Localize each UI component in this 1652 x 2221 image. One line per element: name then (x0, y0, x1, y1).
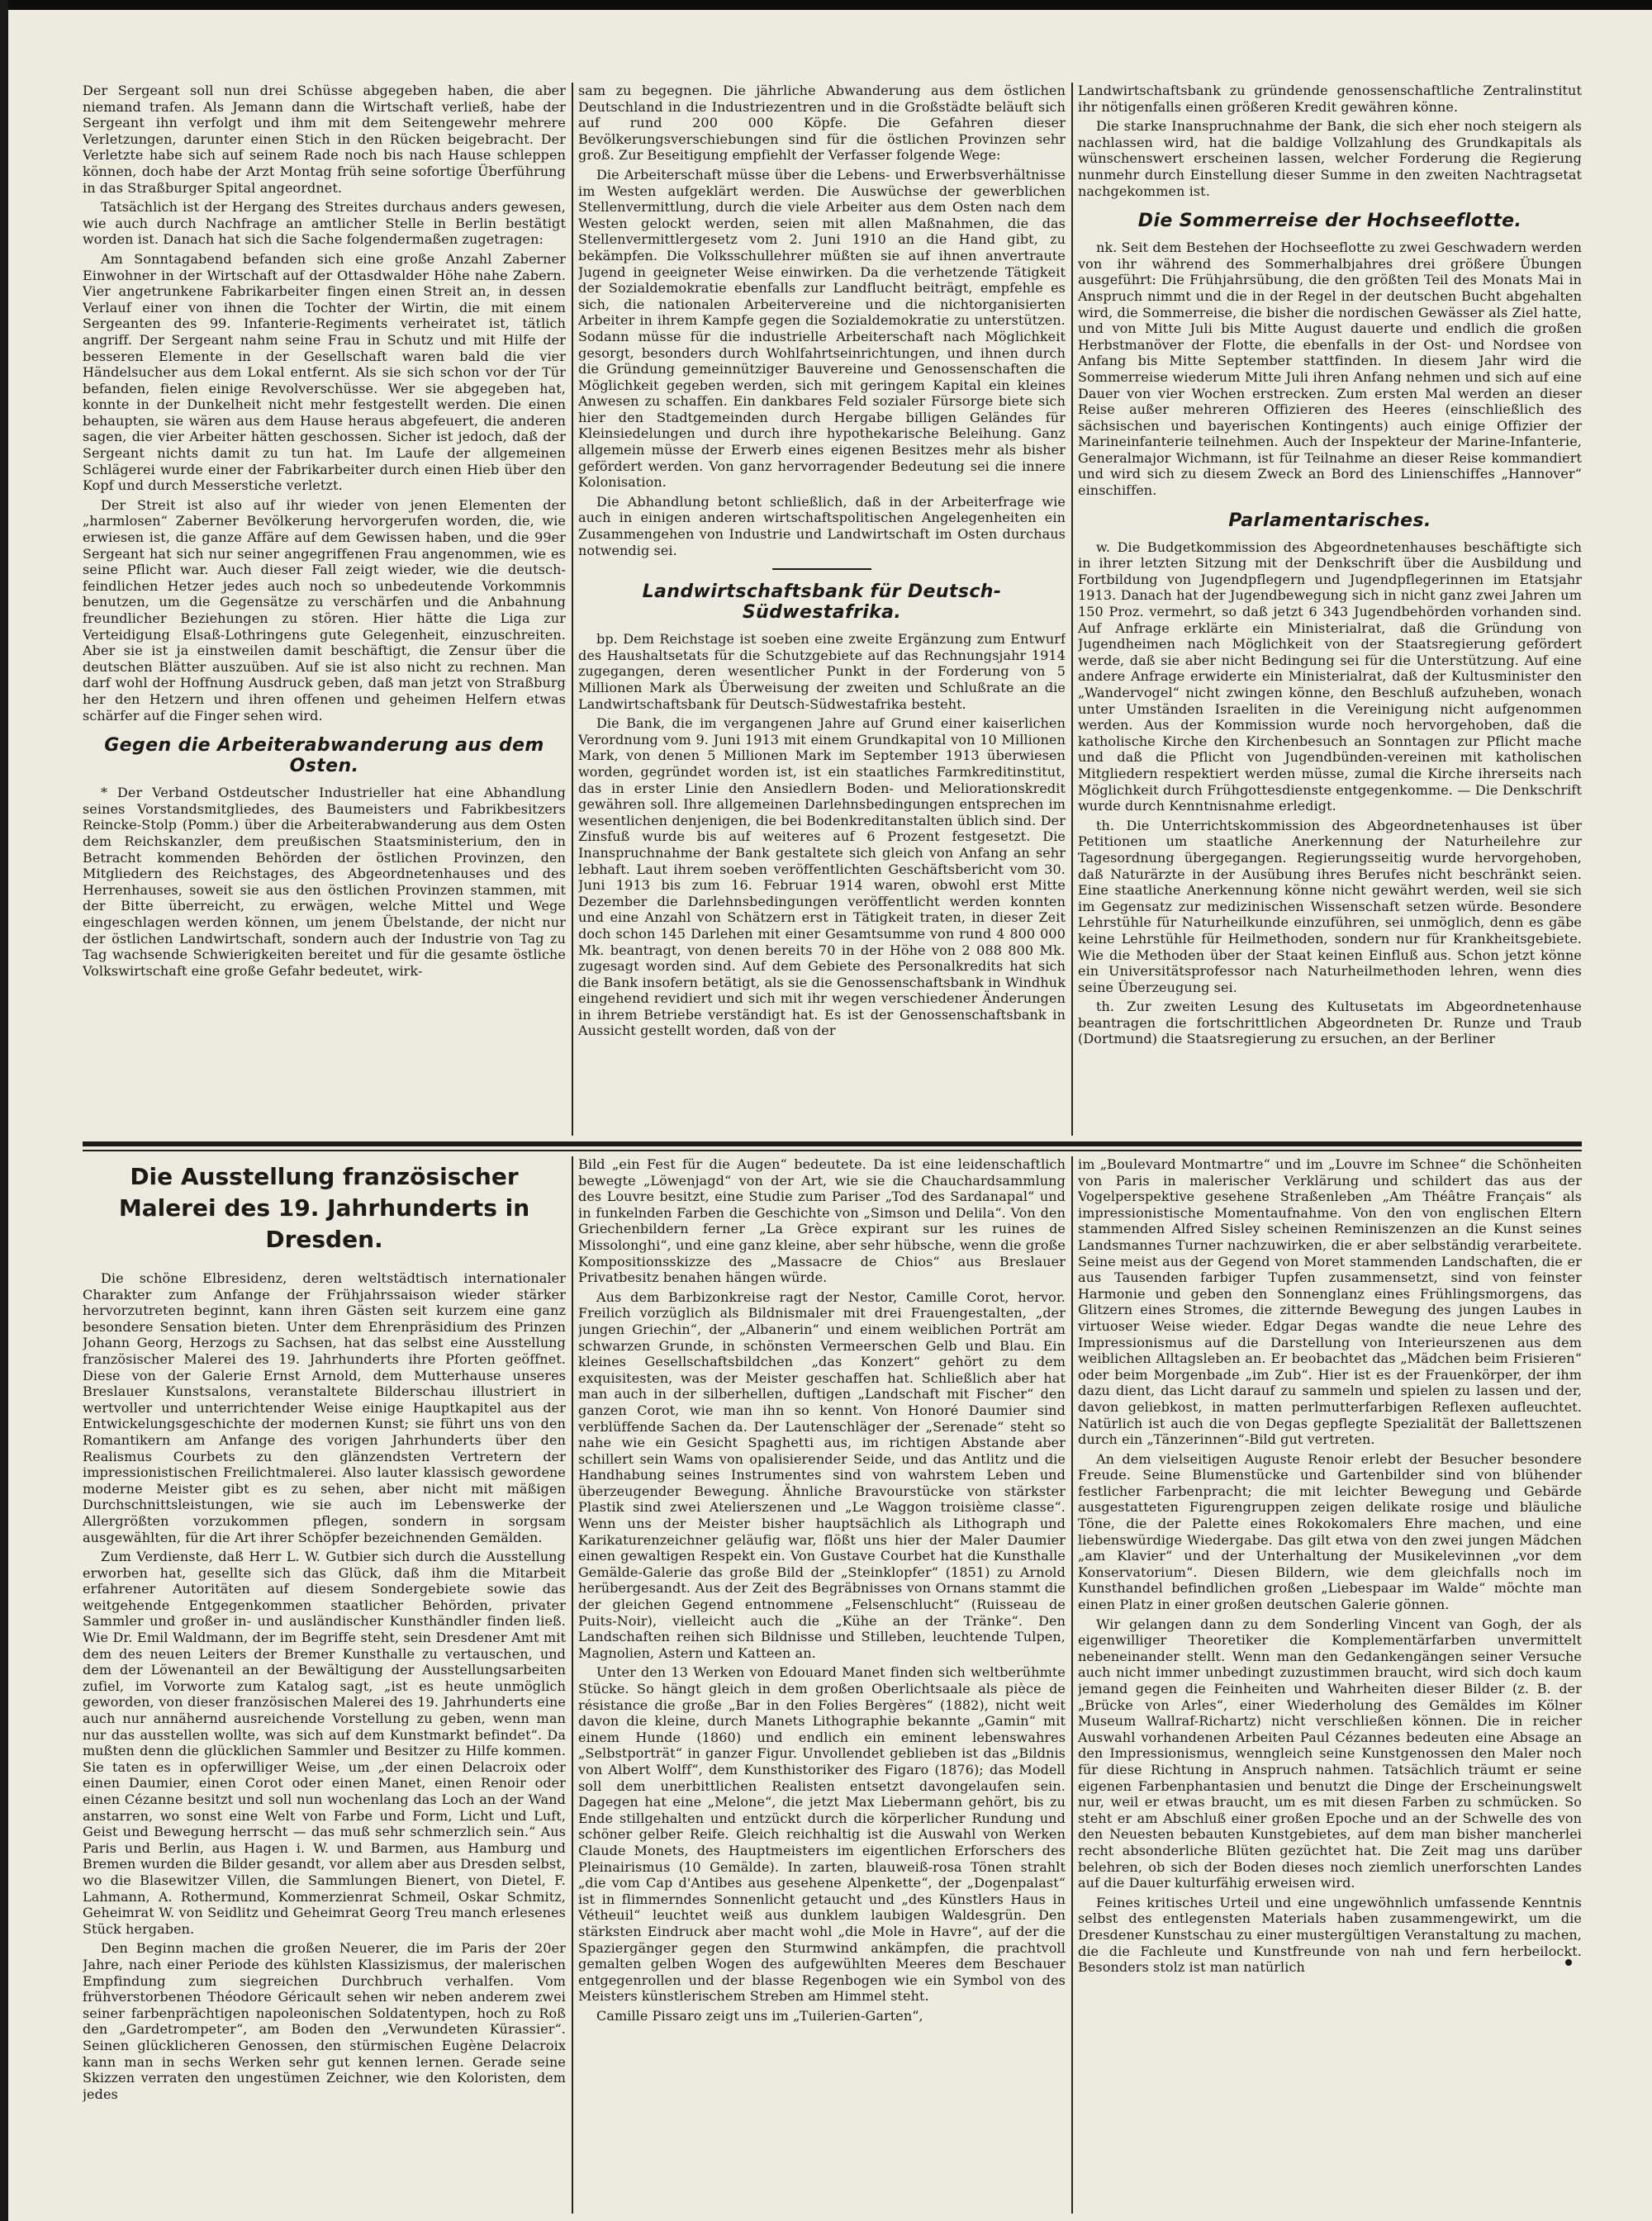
article-paragraph: sam zu begegnen. Die jährliche Abwanderung aus dem östlichen Deutschland in die Industriezentren und in die Großstädte beläuft sich auf rund 200 000 Köpfe. Die Gefahren dieser Bevölkerungsverschiebungen sind für die östlichen Provinzen sehr groß. Zur Beseitigung empfiehlt der Verfasser folgende Wege: (578, 83, 1066, 164)
feuilleton-column-2 (578, 1156, 1066, 2214)
article-paragraph: th. Zur zweiten Lesung des Kultusetats im Abgeordnetenhause beantragen die fortschrittlichen Abgeordneten Dr. Runze und Traub (Dortmund) die Staatsregierung zu ersuchen, an der Berliner (1078, 999, 1582, 1047)
article-heading: Parlamentarisches. (1228, 510, 1431, 531)
article-paragraph: Die schöne Elbresidenz, deren weltstädtisch internationaler Charakter zum Anfange der Frühjahrssaison wieder stärker hervorzutreten beginnt, kann ihren Gästen seit kurzem eine ganz besondere Sensation bieten. Unter dem Ehrenpräsidium des Prinzen Johann Georg, Herzogs zu Sachsen, hat das selbst eine Ausstellung französischer Malerei des 19. Jahrhunderts ihre Pforten geöffnet. Diese von der Galerie Ernst Arnold, dem Mutterhause unseres Breslauer Kunstsalons, veranstaltete Bilderschau illustriert in wertvoller und unterrichtender Weise einige Hauptkapitel aus der Entwickelungsgeschichte der modernen Kunst; sie führt uns von den Romantikern am Anfange des vorigen Jahrhunderts über den Realismus Courbets zu den glänzendsten Vertretern der impressionistischen Freilichtmalerei. Also lauter klassisch gewordene moderne Meister gibt es zu sehen, aber nicht mit mäßigen Durchschnittsleistungen, wie sie auch im Lebenswerke der Allergrößten vorzukommen pflegen, sondern in sorgsam ausgewählten, für die Art ihrer Schöpfer bezeichnenden Gemälden. (83, 1270, 566, 1545)
column-2 (578, 83, 1066, 1136)
feuilleton-rule (83, 1141, 1582, 1146)
article-paragraph: Unter den 13 Werken von Edouard Manet finden sich weltberühmte Stücke. So hängt gleich in dem großen Oberlichtsaale als pièce de résistance die große „Bar in den Folies Bergères“ (1882), nicht weit davon die kleine, durch Manets Lithographie bekannte „Gamin“ mit einem Hunde (1860) und endlich ein eminent lebenswahres „Selbstporträt“ in ganzer Figur. Unvollendet geblieben ist das „Bildnis von Albert Wolff“, dem Kunsthistoriker des Figaro (1876); das Modell soll dem unerbittlichen Realisten entsetzt davongelaufen sein. Dagegen hat eine „Melone“, die jetzt Max Liebermann gehört, bis zu Ende stillgehalten und entzückt durch die körperlicher Rundung und schöner gelber Reife. Gleich reichhaltig ist die Auswahl von Werken Claude Monets, des Hauptmeisters im eigentlichen Erforschers des Pleinairismus (10 Gemälde). In zarten, blauweiß-rosa Tönen strahlt „die vom Cap d'Antibes aus gesehene Alpenkette“, der „Dogenpalast“ ist in flimmerndes Sonnenlicht getaucht und „des Künstlers Haus in Vétheuil“ leuchtet weiß aus dunklem laubigen Waldesgrün. Den stärksten Eindruck aber macht wohl „die Mole in Havre“, auf der die Spaziergänger gegen den Sturmwind ankämpfen, die prachtvoll gemalten gelben Wogen des aufgewühlten Meeres dem Beschauer entgegenrollen und der blasse Regenbogen wie ein Symbol von des Meisters künstlerischem Streben am Himmel steht. (578, 1664, 1066, 2005)
article-paragraph: * Der Verband Ostdeutscher Industrieller hat eine Abhandlung seines Vorstandsmitgliedes, des Baumeisters und Fabrikbesitzers Reincke-Stolp (Pomm.) über die Arbeiterabwanderung aus dem Osten dem Reichskanzler, dem preußischen Staatsministerium, den in Betracht kommenden Behörden der östlichen Provinzen, den Mitgliedern des Reichstages, des Abgeordnetenhauses und des Herrenhauses, soweit sie aus den östlichen Provinzen stammen, mit der Bitte überreicht, zu erwägen, welche Mittel und Wege eingeschlagen werden können, um jenem Übelstande, der nicht nur der östlichen Landwirtschaft, sondern auch der Industrie von Tag zu Tag wachsende Schwierigkeiten bereitet und für die gesamte östliche Volkswirtschaft eine große Gefahr bedeutet, wirk- (83, 785, 566, 979)
article-paragraph: Landwirtschaftsbank zu gründende genossenschaftliche Zentralinstitut ihr nötigenfalls einen größeren Kredit gewähren könne. (1078, 83, 1582, 115)
article-paragraph: Die Abhandlung betont schließlich, daß in der Arbeiterfrage wie auch in einigen anderen wirtschaftspolitischen Angelegenheiten ein Zusammengehen von Industrie und Landwirtschaft im Osten durchaus notwendig sei. (578, 493, 1066, 558)
article-paragraph: Die Arbeiterschaft müsse über die Lebens- und Erwerbsverhältnisse im Westen aufgeklärt werden. Die Auswüchse der gewerblichen Stellenvermittlung, durch die viele Arbeiter aus dem Osten nach dem Westen gelockt werden, seien mit allen Maßnahmen, die das Stellenvermittlergesetz vom 2. Juni 1910 an die Hand gibt, zu bekämpfen. Die Volksschullehrer müßten sie auf ihnen anvertraute Jugend in geeigneter Weise einwirken. Da die verhetzende Tätigkeit der Sozialdemokratie ebenfalls zur Landflucht beiträgt, empfehle es sich, die nationalen Arbeitervereine und die nichtorganisierten Arbeiter in ihrem Kampfe gegen die Sozialdemokratie zu unterstützen. Sodann müsse für die industrielle Arbeiterschaft nach Möglichkeit gesorgt, besonders durch Wohlfahrtseinrichtungen, und ihnen durch die Gründung gemeinnütziger Bauvereine und Genossenschaften die Möglichkeit gegeben werden, sich mit geringem Kapital ein kleines Anwesen zu schaffen. Ein dankbares Feld sozialer Fürsorge biete sich hier den Stadtgemeinden durch Hergabe billigen Geländes für Kleinsiedelungen und durch ihre hypothekarische Beleihung. Ganz allgemein müsse der Erwerb eines eigenen Besitzes mehr als bisher gefördert werden. Von ganz hervorragender Bedeutung sei die innere Kolonisation. (578, 166, 1066, 491)
article-paragraph: An dem vielseitigen Auguste Renoir erlebt der Besucher besondere Freude. Seine Blumenstücke und Gartenbilder sind von blühender festlicher Farbenpracht; die mit leichter Bewegung und Gebärde ausgestatteten Figurengruppen zeigen delikate rosige und bläuliche Töne, die der Palette eines Rokokomalers Ehre machen, und eine liebenswürdige Wiedergabe. Das gilt etwa von den zwei jungen Mädchen „am Klavier“ und der Unterhaltung der Musikelevinnen „vor dem Konservatorium“. Diesen Bildern, wie dem gleichfalls noch im Kunsthandel befindlichen großen „Liebespaar im Walde“ möchte man einen Platz in einer großen deutschen Galerie gönnen. (1078, 1450, 1582, 1613)
feuilleton-rule-thin (83, 1150, 1582, 1151)
article-heading: Die Sommerreise der Hochseeflotte. (1137, 211, 1522, 232)
article-paragraph: Bild „ein Fest für die Augen“ bedeutete. Da ist eine leidenschaftlich bewegte „Löwenjagd“ von der Art, wie sie die Chauchardsammlung des Louvre besitzt, eine Studie zum Pariser „Tod des Sardanapal“ und in funkelnden Farben die Geschichte von „Simson und Delila“. Von den Griechenbildern ferner „La Grèce expirant sur les ruines de Missolonghi“, und eine ganz kleine, aber sehr hübsche, wenn die große Kompositionsskizze des „Massacre de Chios“ aus Breslauer Privatbesitz benahen hängen würde. (578, 1156, 1066, 1286)
ink-spot (1565, 1959, 1572, 1966)
article-heading: Landwirtschaftsbank für Deutsch-Südwestafrika. (642, 581, 1002, 624)
column-divider (1071, 83, 1073, 1136)
section-divider (772, 568, 871, 570)
article-paragraph: Der Sergeant soll nun drei Schüsse abgegeben haben, die aber niemand trafen. Als Jemann dann die Wirtschaft verließ, habe der Sergeant ihn verfolgt und ihm mit dem Seitengewehr mehrere Verletzungen, darunter einen Stich in den Rücken beigebracht. Der Verletzte habe sich auf seinem Rade noch bis nach Hause schleppen können, doch habe der Arzt Montag früh seine sofortige Überführung in das Straßburger Spital angeordnet. (83, 83, 566, 196)
column-1 (83, 83, 566, 1136)
article-paragraph: im „Boulevard Montmartre“ und im „Louvre im Schnee“ die Schönheiten von Paris in malerischer Verklärung und schildert das aus der Vogelperspektive gesehene Straßenleben „Am Théâtre Français“ als impressionistische Momentaufnahme. Von den von englischen Eltern stammenden Alfred Sisley scheinen Reminiszenzen an die Kunst seines Landsmannes Turner nachzuwirken, die er aber selbständig verarbeitete. Seine meist aus der Gegend von Moret stammenden Landschaften, die er aus Tausenden farbiger Tupfen zusammensetzt, sind von feinster Harmonie und geben den Sonnenglanz eines Frühlingsmorgens, das Glitzern eines Stromes, die zitternde Bewegung des jungen Laubes in virtuoser Weise wieder. Edgar Degas wandte die neue Lehre des Impressionismus auf die Darstellung von Interieurszenen aus dem weiblichen Alltagsleben an. Er beobachtet das „Mädchen beim Frisieren“ oder beim Morgenbade „im Zub“. Hier ist es der Frauenkörper, der ihm dazu dient, das Licht darauf zu sammeln und spielen zu lassen und der, davon geliebkost, in matten perlmutterfarbigen Reflexen aufleuchtet. Natürlich ist auch die von Degas gepflegte Spezialität der Ballettszenen durch ein „Tänzerinnen“-Bild gut vertreten. (1078, 1156, 1582, 1448)
article-paragraph: Wir gelangen dann zu dem Sonderling Vincent van Gogh, der als eigenwilliger Theoretiker die Komplementärfarben unvermittelt nebeneinander stellt. Wenn man den Gedankengängen seiner Versuche auch nicht immer unbedingt zuzustimmen braucht, wird sich doch kaum jemand gegen die Feinheiten und Wahrheiten dieser Bilder (z. B. der „Brücke von Arles“, einer Wiederholung des Gemäldes im Kölner Museum Wallraf-Richartz) nicht verschließen können. Die in reicher Auswahl vorhandenen Arbeiten Paul Cézannes bedeuten eine Absage an den Impressionismus, wenngleich seine Kunstgenossen den Maler noch für diese Richtung in Anspruch nahmen. Tatsächlich träumt er seine eigenen Farbenphantasien und benutzt die Dinge der Erscheinungswelt nur, weil er etwas braucht, um es mit diesen Farben zu schmücken. So steht er am Abschluß einer großen Epoche und an der Schwelle des von den Neuesten bebauten Kunstgebietes, auf dem man bisher mancherlei recht absonderliche Blüten gezüchtet hat. Die Zeit mag uns darüber belehren, ob sich der Boden dieses noch ziemlich unerforschten Landes auf die Dauer kulturfähig erweisen wird. (1078, 1616, 1582, 1891)
article-paragraph: Der Streit ist also auf ihr wieder von jenen Elementen der „harmlosen“ Zaberner Bevölkerung hervorgerufen worden, die, wie erwiesen ist, die ganze Affäre auf dem Gewissen haben, und die 99er Sergeant hat sich nur seiner angegriffenen Frau angenommen, wie es seine Pflicht war. Auch dieser Fall zeigt wieder, wie die deutsch-feindlichen Hetzer jedes auch noch so unbedeutende Vorkommnis benutzen, um die Gegensätze zu verschärfen und die Anbahnung freundlicher Beziehungen zu stören. Hier hätte die Liga zur Verteidigung Elsaß-Lothringens gute Gelegenheit, einzuschreiten. Aber sie ist ja einstweilen damit beschäftigt, die Zensur über die deutschen Blätter auszuüben. Auf sie ist also nicht zu rechnen. Man darf wohl der Hoffnung Ausdruck geben, daß man jetzt von Straßburg her den Hetzern und ihren offenen und geheimen Helfern etwas schärfer auf die Finger sehen wird. (83, 496, 566, 724)
article-paragraph: Zum Verdienste, daß Herr L. W. Gutbier sich durch die Ausstellung erworben hat, gesellte sich das Glück, daß ihm die Mitarbeit erfahrener Autoritäten auf diesem Sondergebiete sowie das weitgehende Entgegenkommen staatlicher Behörden, privater Sammler und großer in- und ausländischer Kunsthändler finden ließ. Wie Dr. Emil Waldmann, der im Begriffe steht, sein Dresdener Amt mit dem des neuen Leiters der Bremer Kunsthalle zu vertauschen, und dem der Löwenanteil an der Bewältigung der Ausstellungsarbeiten zufiel, im Vorworte zum Katalog sagt, „ist es heute unmöglich geworden, von dieser französischen Malerei des 19. Jahrhunderts eine auch nur annähernd ausreichende Vorstellung zu geben, wenn man nur das ausstellen wollte, was sich auf dem Kunstmarkt befindet“. Da mußten denn die glücklichen Sammler und Besitzer zu Hilfe kommen. Sie taten es in opferwilliger Weise, um „der einen Delacroix oder einen Daumier, einen Corot oder einen Manet, einen Renoir oder einen Cézanne besitzt und soll nun wochenlang das Loch an der Wand anstarren, wo sonst eine Welt von Farbe und Form, Licht und Luft, Geist und Bewegung herrscht — das muß sehr schmerzlich sein.“ Aus Paris und Berlin, aus Hagen i. W. und Barmen, aus Hamburg und Bremen wurden die Bilder gesandt, vor allem aber aus Dresden selbst, wo die Blasewitzer Villen, die Sammlungen Bienert, von Dietel, F. Lahmann, A. Rothermund, Kommerzienrat Schmeil, Oskar Schmitz, Geheimrat W. von Seidlitz und Geheimrat Georg Treu manch erlesenes Stück hergaben. (83, 1549, 566, 1937)
page-top-border (0, 0, 1652, 10)
article-paragraph: Camille Pissaro zeigt uns im „Tuilerien-Garten“, (596, 2007, 923, 2024)
column-divider (1071, 1156, 1073, 2214)
column-divider (572, 83, 573, 1136)
article-paragraph: th. Die Unterrichtskommission des Abgeordnetenhauses ist über Petitionen um staatliche Anerkennung der Naturheilehre zur Tagesordnung übergegangen. Regierungsseitig wurde hervorgehoben, daß Naturärzte in der Ausübung ihres Berufes nicht beschränkt seien. Eine staatliche Anerkennung könne nicht gewährt werden, weil sie sich im Gegensatz zur medizinischen Wissenschaft setzen würde. Besondere Lehrstühle für Naturheilkunde einzuführen, sei unmöglich, denn es gäbe keine Lehrstühle für Heilmethoden, sondern nur für Krankheitsgebiete. Wie die Methoden über der Staat keinen Einfluß aus. Schon jetzt könne ein Universitätsprofessor nach Naturheilmethoden lehren, wenn dies seine Überzeugung sei. (1078, 817, 1582, 995)
feuilleton-title: Die Ausstellung französischer Malerei des 19. Jahrhunderts in Dresden. (118, 1163, 530, 1253)
feuilleton-section (83, 1156, 1582, 2214)
page-left-border (0, 0, 8, 2221)
upper-news-section (83, 83, 1582, 1136)
article-paragraph: Die starke Inanspruchnahme der Bank, die sich eher noch steigern als nachlassen wird, hat die baldige Vollzahlung des Grundkapitals als wünschenswert erscheinen lassen, welcher Forderung die Regierung nunmehr durch Einstellung dieser Summe in den zweiten Nachtragsetat nachgekommen ist. (1078, 118, 1582, 199)
feuilleton-column-1 (83, 1156, 566, 2214)
article-paragraph: Den Beginn machen die großen Neuerer, die im Paris der 20er Jahre, nach einer Periode des kühlsten Klassizismus, der malerischen Empfindung zum siegreichen Durchbruch verhalfen. Vom frühverstorbenen Théodore Géricault sehen wir neben anderem zwei seiner farbenprächtigen napoleonischen Soldatentypen, hoch zu Roß den „Gardetrompeter“, am Boden den „Verwundeten Kürassier“. Seinen glücklicheren Genossen, den stürmischen Eugène Delacroix kann man in sechs Werken sehr gut kennen lernen. Gerade seine Skizzen verraten den ungestümen Zeichner, wie den Koloristen, dem jedes (83, 1940, 566, 2102)
article-paragraph: bp. Dem Reichstage ist soeben eine zweite Ergänzung zum Entwurf des Haushaltsetats für die Schutzgebiete auf das Rechnungsjahr 1914 zugegangen, deren wesentlicher Punkt in der Forderung von 5 Millionen Mark als Überweisung der zweiten und Schlußrate an die Landwirtschaftsbank für Deutsch-Südwestafrika besteht. (578, 631, 1066, 712)
article-paragraph: Feines kritisches Urteil und eine ungewöhnlich umfassende Kenntnis selbst des entlegensten Materials haben zusammengewirkt, um die Dresdener Kunstschau zu einer mustergültigen Veranstaltung zu machen, die die Fachleute und Kunstfreunde von nah und fern herbeilockt. Besonders stolz ist man natürlich (1078, 1894, 1582, 1976)
article-paragraph: w. Die Budgetkommission des Abgeordnetenhauses beschäftigte sich in ihrer letzten Sitzung mit der Denkschrift über die Ausbildung und Fortbildung von Jugendpflegern und Jugendpflegerinnen im Etatsjahr 1913. Danach hat der Jugendbewegung sich in nicht ganz zwei Jahren um 150 Proz. vermehrt, so daß jetzt 6 343 Jugendbehörden vorhanden sind. Auf Anfrage erklärte ein Ministerialrat, daß die Gründung von Jugendheimen nach Möglichkeit von der Staatsregierung gefördert werde, daß sie aber nicht Bedingung sei für die Unterstützung. Auf eine andere Anfrage erwiderte ein Ministerialrat, daß der Kultusminister den „Wandervogel“ nicht zwingen könne, den Beschluß aufzuheben, wonach unter Umständen Israeliten in die Vereinigung nicht aufgenommen werden. Aus der Kommission wurde noch hervorgehoben, daß die katholische Kirche den Kirchenbesuch an Sonntagen zur Pflicht mache und daß die Pflicht von Jugendbünden-vereinen mit katholischen Mitgliedern respektiert werden müsse, zumal die Kirche ihrerseits nach Möglichkeit durch Frühgottesdienste entgegenkomme. — Die Denkschrift wurde durch Kenntnisnahme erledigt. (1078, 539, 1582, 814)
article-paragraph: Am Sonntagabend befanden sich eine große Anzahl Zaberner Einwohner in der Wirtschaft auf der Ottasdwalder Höhe nahe Zabern. Vier angetrunkene Fabrikarbeiter fingen einen Streit an, in dessen Verlauf einer von ihnen die Tochter der Wirtin, die mit einem Sergeanten des 99. Infanterie-Regiments verheiratet ist, tätlich angriff. Der Sergeant nahm seine Frau in Schutz und mit Hilfe der besseren Elemente in der Gesellschaft waren bald die vier Händelsucher aus dem Lokal entfernt. Als sie sich schon vor der Tür befanden, fielen einige Revolverschüsse. Wer sie abgegeben hat, konnte in der Dunkelheit nicht mehr festgestellt werden. Die einen behaupten, sie wären aus dem Hause heraus abgefeuert, die anderen sagen, die vier Arbeiter hätten geschossen. Sicher ist jedoch, daß der Sergeant nichts damit zu tun hat. Im Laufe der allgemeinen Schlägerei wurde einer der Fabrikarbeiter durch einen Hieb über den Kopf und durch Messerstiche verletzt. (83, 250, 566, 494)
article-paragraph: Aus dem Barbizonkreise ragt der Nestor, Camille Corot, hervor. Freilich vorzüglich als Bildnismaler mit drei Frauengestalten, „der jungen Griechin“, der „Albanerin“ und einem weiblichen Porträt am schwarzen Grunde, in schönsten Vermeerschen Gelb und Blau. Ein kleines Gesellschaftsbildchen „das Konzert“ gehört zu dem exquisitesten, was der Meister geschaffen hat. Schließlich aber hat man auch in der silberhellen, duftigen „Landschaft mit Fischer“ den ganzen Corot, wie man ihn so kennt. Von Honoré Daumier sind verblüffende Sachen da. Der Lautenschläger der „Serenade“ steht so nahe wie ein Gesicht Spaghetti aus, im richtigen Abstande aber schillert sein Wams von opalisierender Seide, und das Antlitz und die Handhabung seines Instrumentes sind von wahrstem Leben und überzeugender Bewegung. Ähnliche Bravourstücke von stärkster Plastik sind zwei Atelierszenen und „Le Waggon troisième classe“. Wenn uns der Meister bisher hauptsächlich als Lithograph und Karikaturenzeichner geläufig war, flößt uns hier der Maler Daumier einen gewaltigen Respekt ein. Von Gustave Courbet hat die Kunsthalle Gemälde-Galerie das große Bild der „Steinklopfer“ (1851) zu Arnold herübergesandt. Aus der Zeit des Begräbnisses von Ornans stammt die der gleichen Gegend entnommene „Felsenschlucht“ (Ruisseau de Puits-Noir), vielleicht auch die „Kühe an der Tränke“. Den Landschaften reihen sich Bildnisse und Stilleben, leuchtende Tulpen, Magnolien, Astern und Katteen an. (578, 1288, 1066, 1661)
article-paragraph: nk. Seit dem Bestehen der Hochseeflotte zu zwei Geschwadern werden von ihr während des Sommerhalbjahres drei größere Übungen ausgeführt: Die Frühjahrsübung, die den größten Teil des Monats Mai in Anspruch nimmt und die in der Regel in der deutschen Bucht abgehalten wird, die Sommerreise, die bisher die nordischen Gewässer als Ziel hatte, und von Mitte Juli bis Mitte August dauerte und endlich die großen Herbstmanöver der Flotte, die ebenfalls in der Ost- und Nordsee von Anfang bis Mitte September stattfinden. In diesem Jahr wird die Sommerreise wiederum Mitte Juli ihren Anfang nehmen und sich auf eine Dauer von vier Wochen erstrecken. Zum ersten Mal werden an dieser Reise außer mehreren Offizieren des Heeres (einschließlich des sächsischen und bayerischen Kontingents) auch einige Offizier der Marineinfanterie teilnehmen. Auch der Inspekteur der Marine-Infanterie, Generalmajor Wichmann, ist für Teilnahme an dieser Reise kommandiert und wird sich zu diesem Zweck an Bord des Linienschiffes „Hannover“ einschiffen. (1078, 240, 1582, 499)
column-divider (572, 1156, 573, 2214)
feuilleton-column-3 (1078, 1156, 1582, 2214)
article-paragraph: Die Bank, die im vergangenen Jahre auf Grund einer kaiserlichen Verordnung vom 9. Juni 1913 mit einem Grundkapital von 10 Millionen Mark, von denen 5 Millionen Mark im September 1913 überwiesen worden, gegründet worden ist, ist ein staatliches Farmkreditinstitut, das in erster Linie den Ansiedlern Boden- und Meliorationskredit gewähren soll. Ihre allgemeinen Darlehnsbedingungen entsprechen im wesentlichen denjenigen, die bei Bodenkreditanstalten üblich sind. Der Zinsfuß wurde bis auf weiteres auf 6 Prozent festgesetzt. Die Inanspruchnahme der Bank gestaltete sich gleich von Anfang an sehr lebhaft. Laut ihrem soeben veröffentlichten Geschäftsbericht vom 30. Juni 1913 bis zum 16. Februar 1914 waren, obwohl erst Mitte Dezember die Darlehnsbedingungen veröffentlicht werden konnten und eine Anzahl von Schätzern erst in Tätigkeit traten, in dieser Zeit doch schon 145 Darlehen mit einer Gesamtsumme von rund 4 800 000 Mk. beantragt, von denen bereits 70 in der Höhe von 2 088 800 Mk. zugesagt worden sind. Auf dem Gebiete des Personalkredits hat sich die Bank insofern betätigt, als sie die Genossenschaftsbank in Windhuk eingehend revidiert und sich mit ihr wegen verschiedener Änderungen in ihrem Betriebe verständigt hat. Es ist der Genossenschaftsbank in Aussicht gestellt worden, daß von der (578, 715, 1066, 1039)
column-3 (1078, 83, 1582, 1136)
article-paragraph: Tatsächlich ist der Hergang des Streites durchaus anders gewesen, wie auch durch Nachfrage an amtlicher Stelle in Berlin bestätigt worden ist. Danach hat sich die Sache folgendermaßen zugetragen: (83, 199, 566, 248)
article-heading: Gegen die Arbeiterabwanderung aus dem Osten. (104, 735, 544, 777)
